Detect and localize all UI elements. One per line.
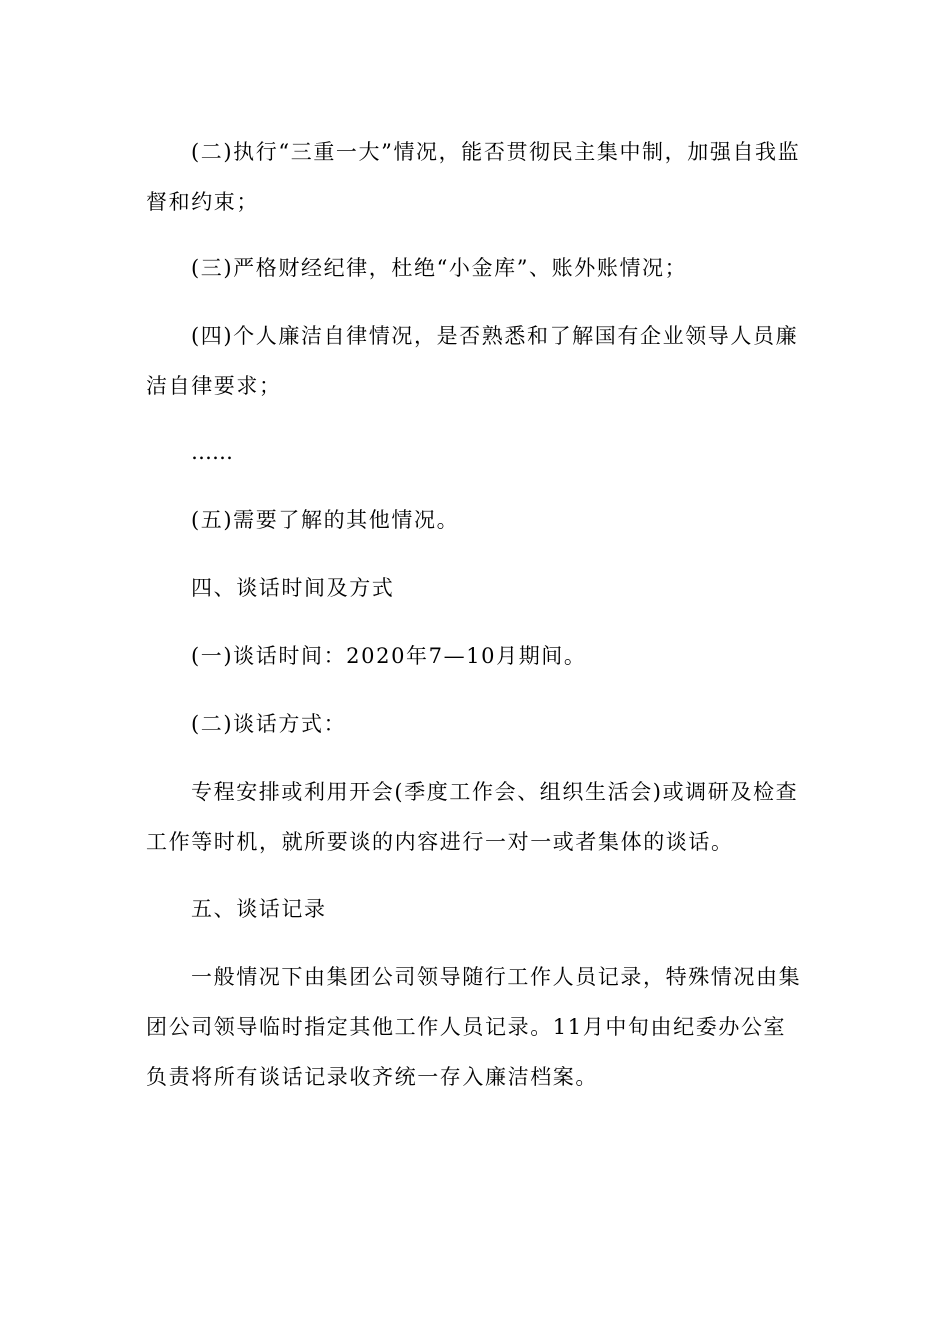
paragraph-item-2: (二)执行“三重一大”情况，能否贯彻民主集中制，加强自我监督和约束； [146, 140, 801, 214]
talk-method-detail: 专程安排或利用开会(季度工作会、组织生活会)或调研及检查工作等时机，就所要谈的内容进行一对一或者集体的谈话。 [146, 780, 799, 854]
section-heading-4: 四、谈话时间及方式 [191, 576, 395, 600]
ellipsis-line: …… [191, 440, 233, 464]
section-heading-5: 五、谈话记录 [191, 897, 327, 921]
paragraph-item-3: (三)严格财经纪律，杜绝“小金库”、账外账情况； [191, 256, 688, 280]
talk-record-detail: 一般情况下由集团公司领导随行工作人员记录，特殊情况由集团公司领导临时指定其他工作人员记录。11月中旬由纪委办公室负责将所有谈话记录收齐统一存入廉洁档案。 [146, 965, 802, 1089]
talk-time-line: (一)谈话时间：2020年7—10月期间。 [191, 644, 587, 668]
paragraph-item-4: (四)个人廉洁自律情况，是否熟悉和了解国有企业领导人员廉洁自律要求； [146, 324, 799, 398]
paragraph-item-5: (五)需要了解的其他情况。 [191, 508, 460, 532]
talk-method-line: (二)谈话方式： [191, 712, 347, 736]
